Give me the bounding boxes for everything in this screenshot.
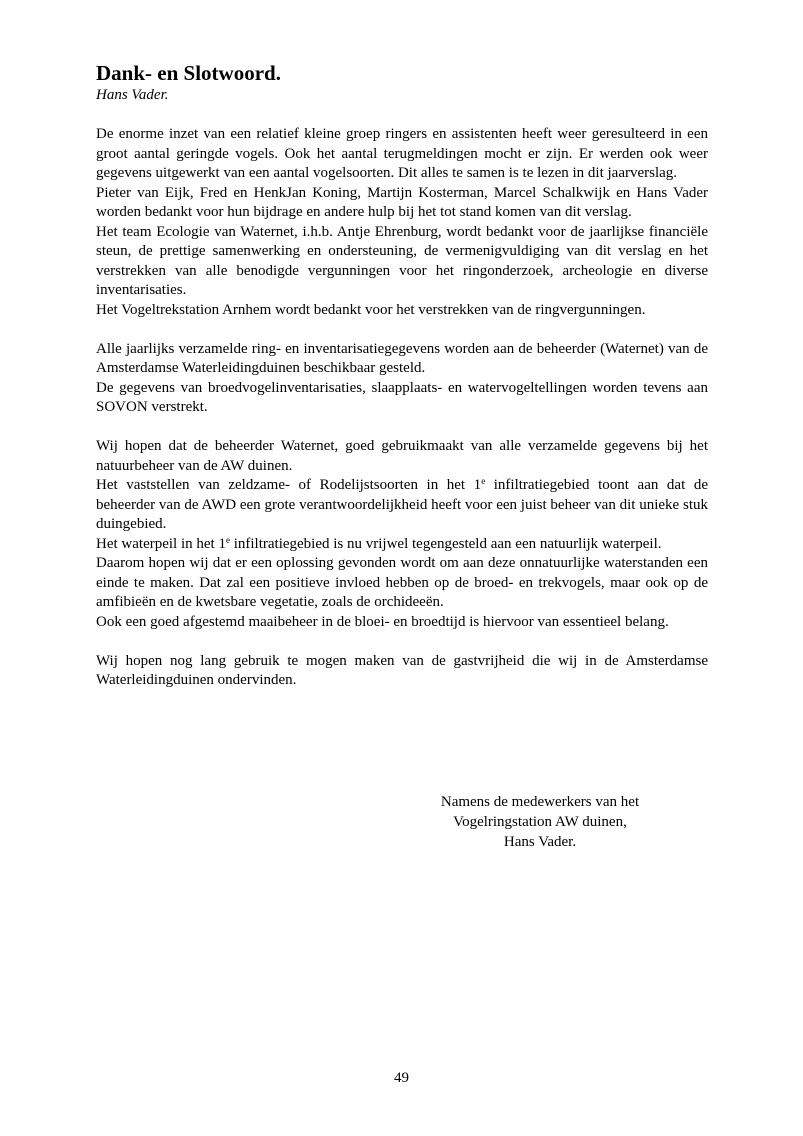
paragraph-water-level-start: Het waterpeil in het 1	[96, 535, 226, 552]
paragraph-red-list-species-end: infiltratiegebied toont aan dat de beheerder van de AWD een grote verantwoordelijkheid heeft voor een juist beheer van dit unieke stuk duingebied.	[96, 477, 708, 532]
paragraph-data-sharing: Alle jaarlijks verzamelde ring- en inventarisatiegegevens worden aan de beheerder (Waternet) van de Amsterdamse Waterleidingduinen beschikbaar gesteld.	[96, 340, 708, 376]
paragraph-thanks-waternet: Het team Ecologie van Waternet, i.h.b. Antje Ehrenburg, wordt bedankt voor de jaarlijkse financiële steun, de prettige samenwerking en ondersteuning, de vermenigvuldiging van dit verslag en het verstrekken van alle benodigde vergunningen voor het ringonderzoek, archeologie en diverse inventarisaties.	[96, 223, 708, 298]
page-title: Dank- en Slotwoord.	[96, 61, 281, 85]
signature-line-1: Namens de medewerkers van het	[440, 794, 640, 810]
ordinal-suffix: e	[481, 476, 486, 486]
paragraph-water-level	[96, 535, 708, 555]
document-body	[96, 60, 708, 691]
paragraph-red-list-species	[96, 476, 708, 535]
paragraph-solution: Daarom hopen wij dat er een oplossing gevonden wordt om aan deze onnatuurlijke waterstanden een einde te maken. Dat zal een positieve invloed hebben op de broed- en trekvogels, maar ook op de amfibieën en de kwetsbare vegetatie, zoals de orchideeën.	[96, 555, 708, 610]
signature-line-2: Vogelringstation AW duinen,	[453, 814, 627, 830]
signature-block	[380, 792, 700, 852]
paragraph-water-level-end: infiltratiegebied is nu vrijwel tegengesteld aan een natuurlijk waterpeil.	[229, 535, 662, 552]
paragraph-sovon: De gegevens van broedvogelinventarisaties, slaapplaats- en watervogeltellingen worden tevens aan SOVON verstrekt.	[96, 379, 708, 415]
page-number: 49	[394, 1070, 409, 1086]
paragraph-intro: De enorme inzet van een relatief kleine groep ringers en assistenten heeft weer geresulteerd in een groot aantal geringde vogels. Ook het aantal terugmeldingen mocht er zijn. Er werden ook weer gegevens uitgewerkt van een aantal vogelsoorten. Dit alles te samen is te lezen in dit jaarverslag.	[96, 126, 708, 181]
paragraph-thanks-contributors: Pieter van Eijk, Fred en HenkJan Koning, Martijn Kosterman, Marcel Schalkwijk en Hans Vader worden bedankt voor hun bijdrage en andere hulp bij het tot stand komen van dit verslag.	[96, 184, 708, 220]
author-line: Hans Vader.	[96, 87, 169, 103]
signature-name: Hans Vader.	[503, 834, 577, 850]
paragraph-hope-management: Wij hopen dat de beheerder Waternet, goed gebruikmaakt van alle verzamelde gegevens bij het natuurbeheer van de AW duinen.	[96, 438, 708, 474]
paragraph-mowing: Ook een goed afgestemd maaibeheer in de bloei- en broedtijd is hiervoor van essentieel belang.	[96, 613, 669, 630]
paragraph-red-list-species-start: Het vaststellen van zeldzame- of Rodelijstsoorten in het 1	[96, 477, 482, 493]
paragraph-closing: Wij hopen nog lang gebruik te mogen maken van de gastvrijheid die wij in de Amsterdamse Waterleidingduinen ondervinden.	[96, 652, 708, 688]
ordinal-suffix: e	[225, 534, 230, 545]
paragraph-thanks-vogeltrekstation: Het Vogeltrekstation Arnhem wordt bedankt voor het verstrekken van de ringvergunningen.	[96, 301, 646, 318]
